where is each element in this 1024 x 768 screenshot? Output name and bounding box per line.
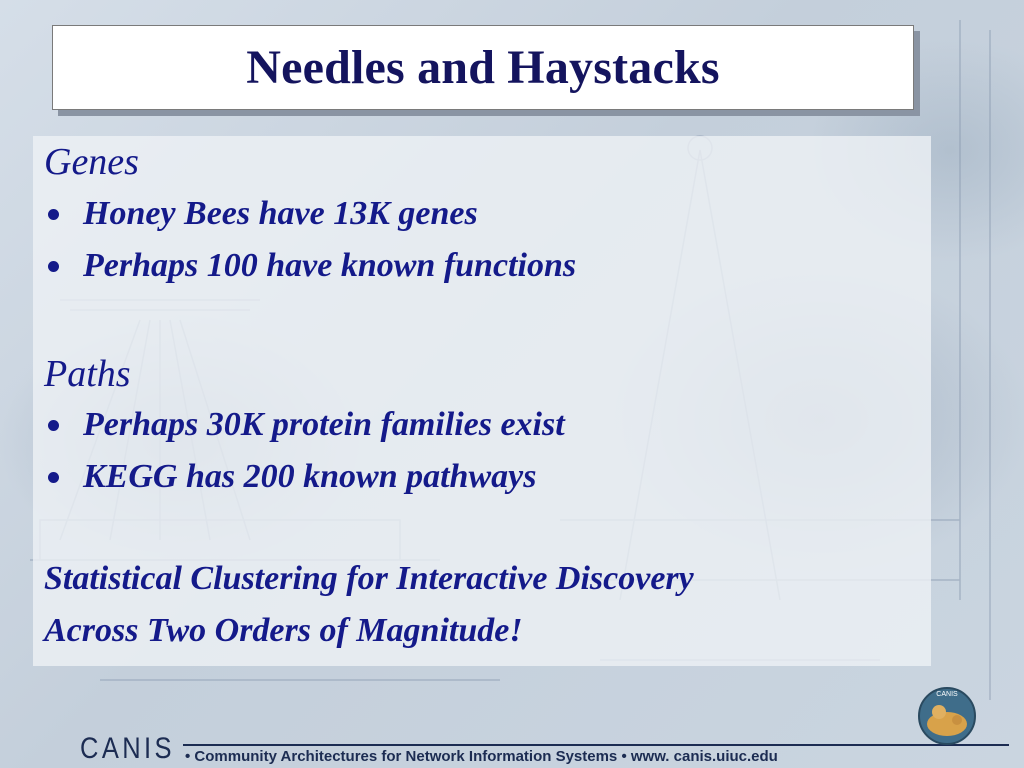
slide-title: Needles and Haystacks [246, 41, 720, 94]
conclusion-line-2: Across Two Orders of Magnitude! [44, 612, 523, 649]
bullet-dot-icon [48, 472, 59, 483]
conclusion-line-1: Statistical Clustering for Interactive Discovery [44, 560, 694, 597]
bullet-item [44, 247, 576, 285]
slide-title-box [52, 25, 914, 110]
bullet-text: Perhaps 30K protein families exist [83, 406, 565, 443]
bullet-text: Honey Bees have 13K genes [83, 195, 478, 232]
mascot-label: CANIS [936, 691, 958, 698]
bullet-text: Perhaps 100 have known functions [83, 247, 577, 284]
canis-mascot-icon [912, 686, 982, 746]
slide-content [33, 136, 931, 666]
bullet-dot-icon [48, 209, 59, 220]
footer-text: • Community Architectures for Network Information Systems • www. canis.uiuc.edu [185, 748, 778, 765]
bullet-item [44, 458, 536, 496]
bullet-item [44, 195, 478, 233]
bullet-text: KEGG has 200 known pathways [83, 458, 537, 495]
bullet-item [44, 406, 565, 444]
bullet-dot-icon [48, 420, 59, 431]
footer-divider [183, 744, 1009, 746]
canis-logo: CANIS [80, 732, 175, 765]
bullet-dot-icon [48, 261, 59, 272]
section-heading-genes: Genes [44, 141, 139, 183]
section-heading-paths: Paths [44, 353, 131, 395]
